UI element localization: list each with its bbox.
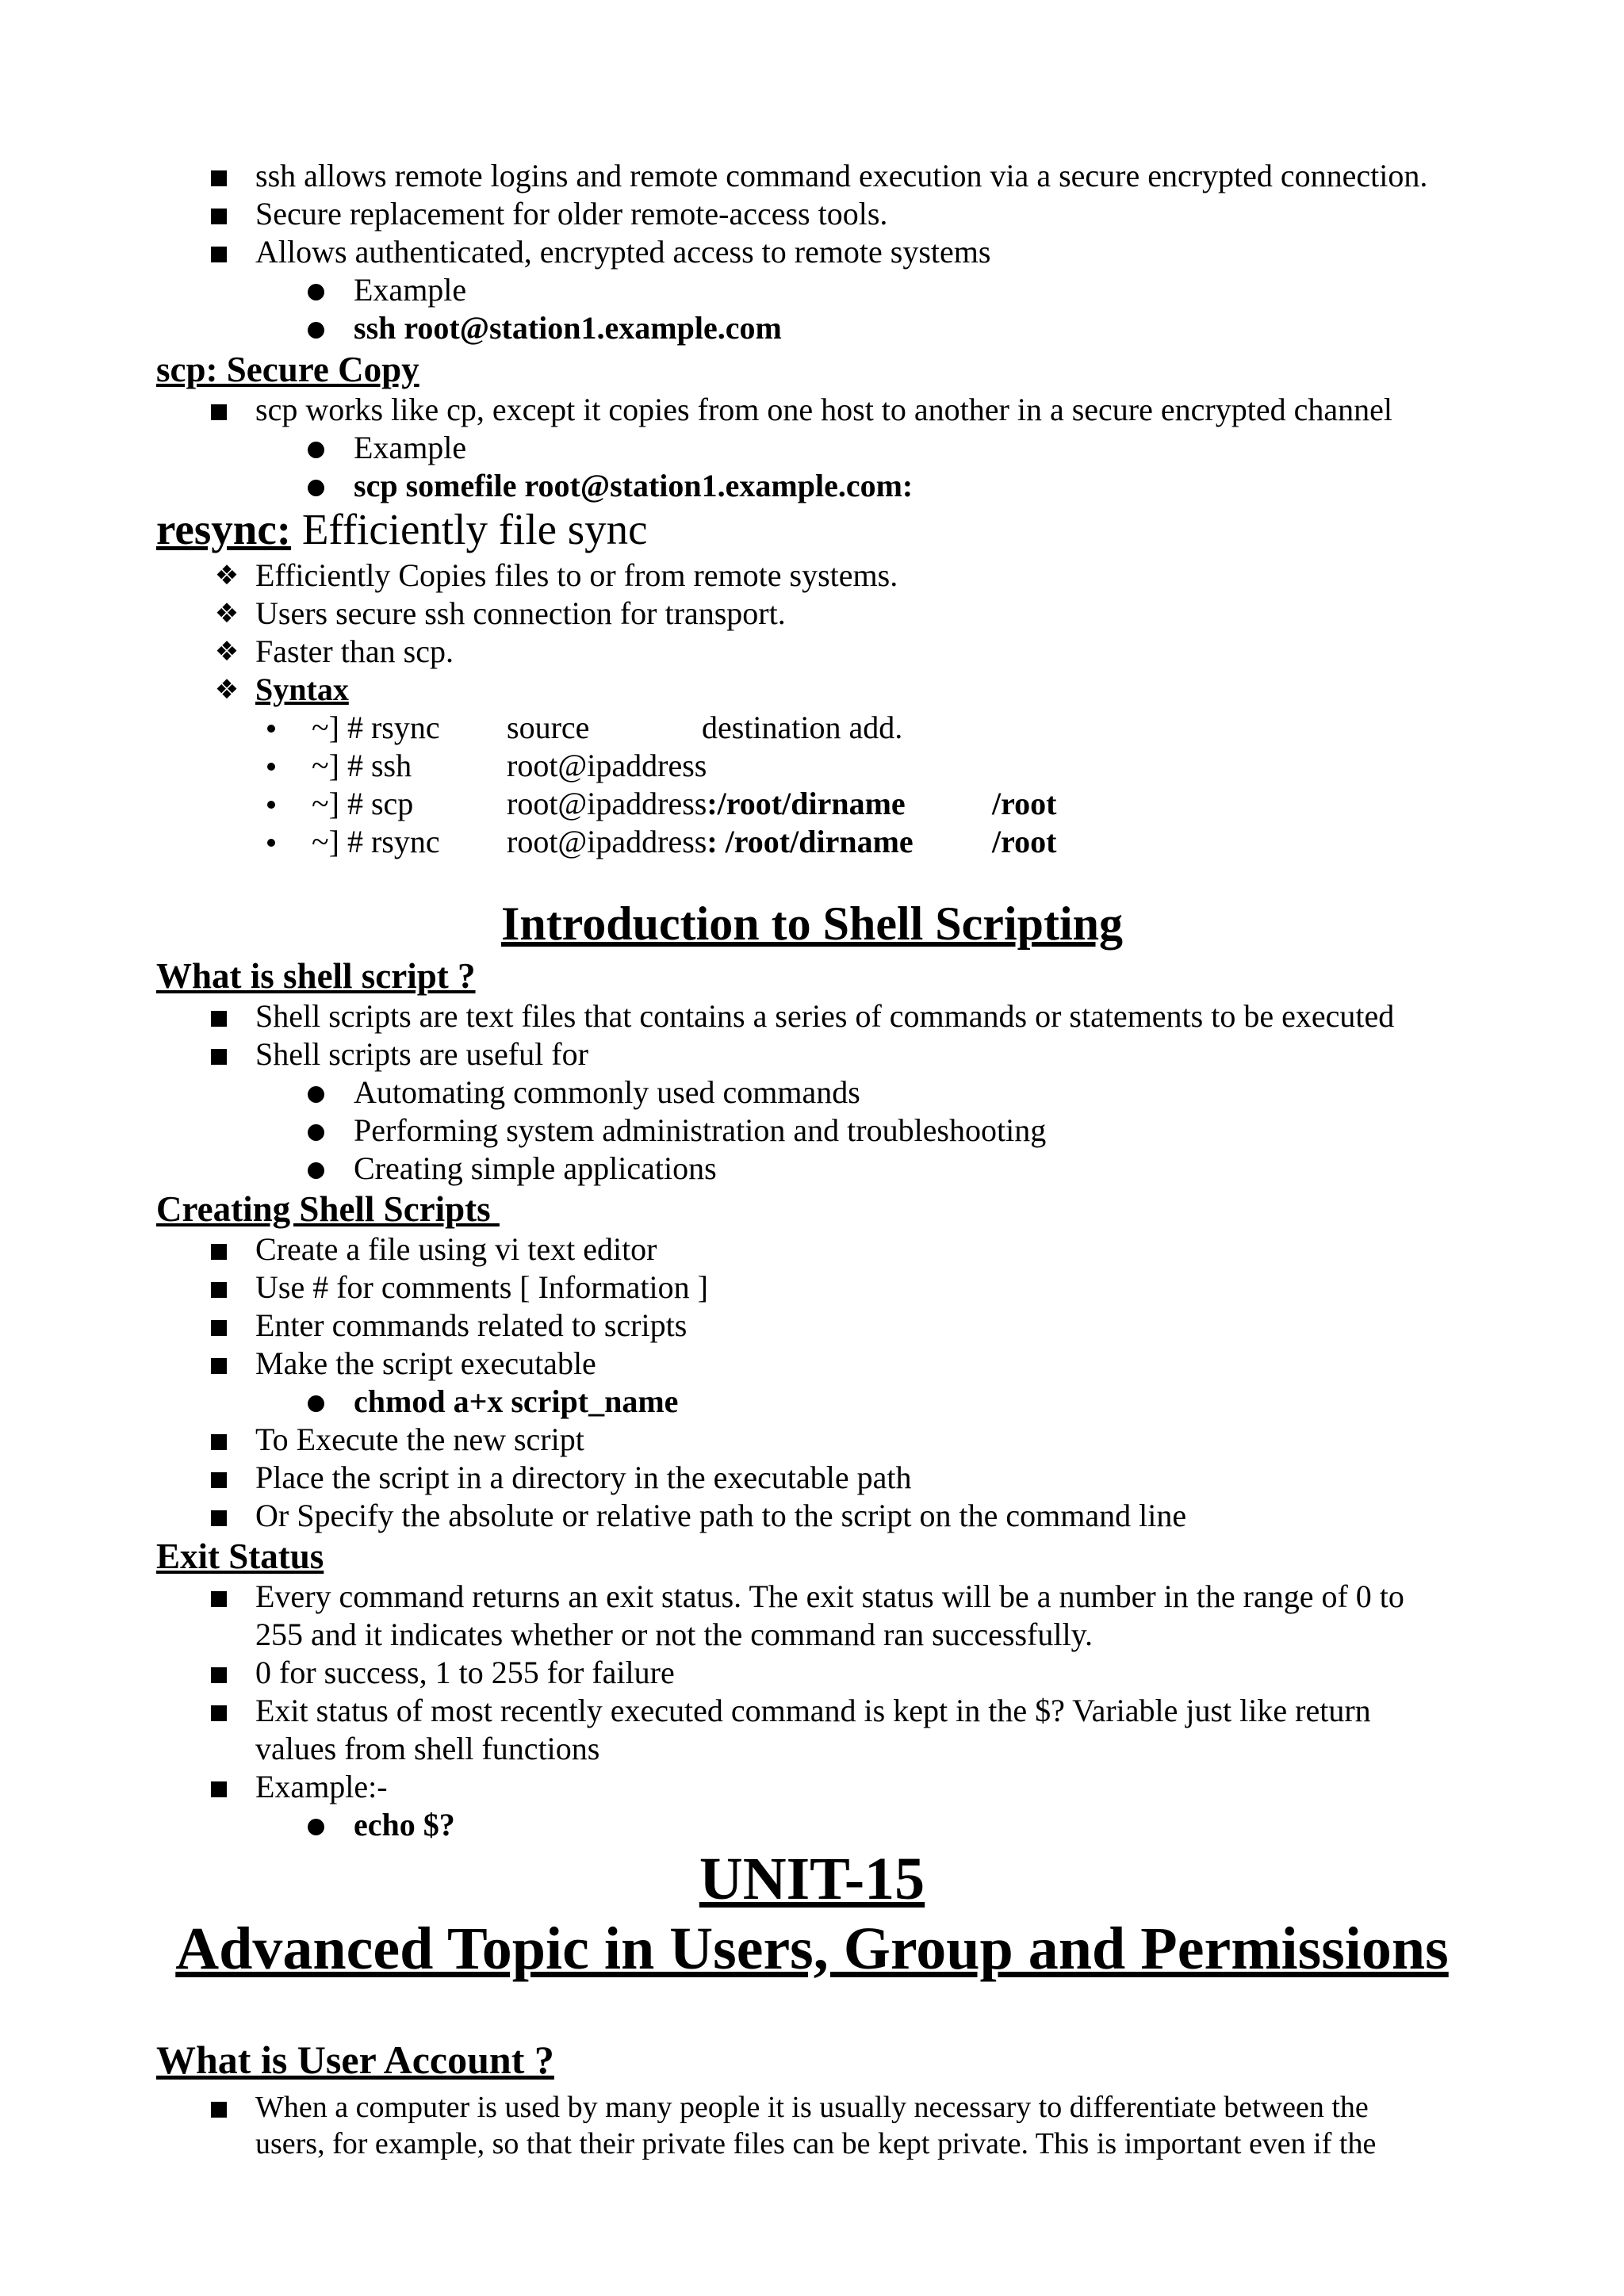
bullet-text: 0 for success, 1 to 255 for failure	[255, 1655, 675, 1690]
syntax-arg: root@ipaddress	[507, 824, 707, 859]
syntax-label: Syntax	[255, 672, 349, 707]
ssh-example-command: ssh root@station1.example.com	[354, 310, 782, 346]
sub-bullet-item	[354, 429, 466, 467]
bullet-item	[255, 195, 887, 233]
bullet-item	[255, 997, 1394, 1035]
bullet-text: 255 and it indicates whether or not the command ran successfully.	[255, 1617, 1093, 1652]
bullet-text: Users secure ssh connection for transport.	[255, 595, 786, 631]
bullet-text: Efficiently Copies files to or from remote systems.	[255, 557, 898, 593]
syntax-cmd: ~] # ssh	[312, 748, 412, 783]
scp-heading: scp: Secure Copy	[156, 350, 419, 389]
sub-bullet-item	[354, 1806, 455, 1844]
bullet-item	[255, 1459, 911, 1497]
diamond-bullet-icon: ❖	[214, 598, 239, 629]
bullet-text: Exit status of most recently executed command is kept in the $? Variable just like return	[255, 1693, 1371, 1728]
bullet-text: Creating simple applications	[354, 1150, 717, 1186]
syntax-cmd: ~] # scp	[312, 786, 414, 821]
user-account-heading: What is User Account ?	[156, 2038, 554, 2082]
sub-bullet-item	[354, 271, 466, 309]
unit-title: UNIT-15	[699, 1846, 925, 1912]
syntax-row	[312, 785, 1056, 823]
bullet-text: ssh allows remote logins and remote command execution via a secure encrypted connection.	[255, 158, 1428, 193]
bullet-item	[255, 391, 1392, 429]
sub-bullet-item	[354, 1112, 1046, 1150]
scp-example-command: scp somefile root@station1.example.com:	[354, 468, 914, 503]
bullet-item	[255, 1768, 388, 1806]
bullet-item	[255, 2088, 1369, 2126]
bullet-text: Shell scripts are useful for	[255, 1036, 588, 1072]
diamond-bullet-item	[214, 595, 786, 633]
sub-bullet-item	[354, 309, 782, 347]
sub-bullet-item	[354, 1383, 678, 1421]
syntax-arg: root@ipaddress	[507, 748, 707, 783]
bullet-text: Use # for comments [ Information ]	[255, 1269, 708, 1305]
chmod-command: chmod a+x script_name	[354, 1383, 679, 1419]
section-title: Introduction to Shell Scripting	[500, 897, 1123, 950]
rsync-heading	[156, 504, 648, 555]
bullet-item	[255, 1307, 687, 1345]
syntax-arg-bold: /root	[992, 824, 1057, 859]
bullet-text: Enter commands related to scripts	[255, 1307, 688, 1343]
sub-bullet-item	[354, 467, 913, 505]
syntax-arg: destination add.	[702, 710, 903, 745]
bullet-continuation	[255, 2125, 1376, 2163]
rsync-heading-rest: Efficiently file sync	[291, 505, 648, 553]
diamond-bullet-icon: ❖	[214, 560, 239, 591]
bullet-text: When a computer is used by many people it is usually necessary to differentiate between the	[255, 2091, 1369, 2124]
bullet-item	[255, 1269, 708, 1307]
diamond-bullet-icon: ❖	[214, 636, 239, 668]
sub-bullet-item	[354, 1073, 860, 1112]
syntax-arg: root@ipaddress	[507, 786, 707, 821]
bullet-item	[255, 1345, 596, 1383]
diamond-bullet-item	[214, 633, 454, 671]
syntax-arg-bold: /root	[992, 786, 1057, 821]
syntax-row	[312, 709, 902, 747]
bullet-text: Allows authenticated, encrypted access to remote systems	[255, 234, 991, 270]
diamond-bullet-item	[214, 671, 349, 709]
bullet-text: Performing system administration and troubleshooting	[354, 1112, 1047, 1148]
bullet-text: Create a file using vi text editor	[255, 1231, 657, 1267]
bullet-text: Make the script executable	[255, 1345, 596, 1381]
diamond-bullet-item	[214, 557, 898, 595]
bullet-text: scp works like cp, except it copies from one host to another in a secure encrypted channel	[255, 392, 1392, 427]
bullet-item	[255, 157, 1427, 195]
syntax-arg-bold: : /root/dirname	[707, 824, 914, 859]
syntax-arg-bold: :/root/dirname	[707, 786, 906, 821]
exit-status-heading: Exit Status	[156, 1536, 324, 1576]
bullet-text: Example:-	[255, 1769, 388, 1804]
bullet-text: To Execute the new script	[255, 1422, 584, 1457]
sub-bullet-item	[354, 1150, 717, 1188]
echo-command: echo $?	[354, 1807, 455, 1843]
bullet-text: users, for example, so that their private files can be kept private. This is important even if the	[255, 2127, 1377, 2160]
bullet-item	[255, 1692, 1371, 1730]
bullet-item	[255, 1035, 588, 1073]
bullet-item	[255, 1230, 657, 1269]
example-label: Example	[354, 272, 467, 308]
what-is-shell-heading: What is shell script ?	[156, 956, 476, 996]
diamond-bullet-icon: ❖	[214, 674, 239, 706]
bullet-text: Or Specify the absolute or relative path to the script on the command line	[255, 1498, 1187, 1533]
example-label: Example	[354, 430, 467, 465]
bullet-item	[255, 1578, 1404, 1616]
bullet-text: Every command returns an exit status. The exit status will be a number in the range of 0 to	[255, 1578, 1404, 1614]
bullet-item	[255, 233, 990, 271]
bullet-continuation	[255, 1616, 1093, 1654]
bullet-text: Faster than scp.	[255, 633, 454, 669]
bullet-item	[255, 1497, 1186, 1535]
bullet-text: values from shell functions	[255, 1731, 600, 1766]
syntax-cmd: ~] # rsync	[312, 710, 440, 745]
bullet-text: Automating commonly used commands	[354, 1074, 860, 1110]
bullet-text: Secure replacement for older remote-access tools.	[255, 196, 888, 232]
bullet-text: Place the script in a directory in the executable path	[255, 1460, 912, 1495]
syntax-arg: source	[507, 710, 590, 745]
syntax-cmd: ~] # rsync	[312, 824, 440, 859]
syntax-row	[312, 747, 707, 785]
rsync-heading-bold: resync:	[156, 505, 292, 553]
creating-scripts-heading: Creating Shell Scripts	[156, 1189, 500, 1229]
bullet-item	[255, 1654, 675, 1692]
unit-subtitle: Advanced Topic in Users, Group and Permissions	[175, 1915, 1449, 1982]
bullet-continuation	[255, 1730, 599, 1768]
bullet-item	[255, 1421, 584, 1459]
bullet-text: Shell scripts are text files that contains a series of commands or statements to be executed	[255, 998, 1395, 1034]
syntax-row	[312, 823, 1056, 861]
